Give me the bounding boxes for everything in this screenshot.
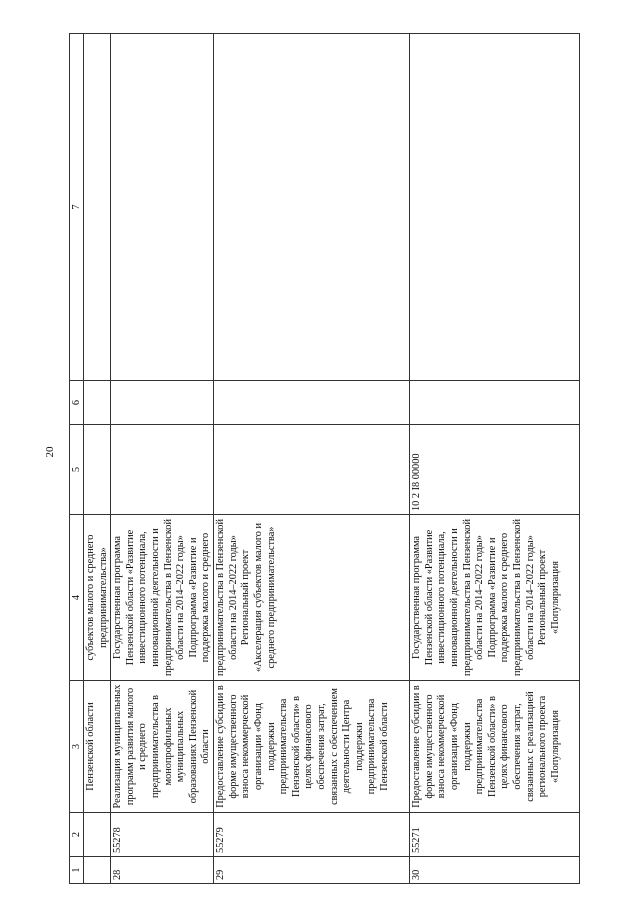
table-row <box>111 34 214 884</box>
row-code: 55278 <box>111 813 214 857</box>
header-col-4: 4 <box>70 515 84 681</box>
header-col-6: 6 <box>70 381 84 425</box>
program-line: Подпрограмма «Развитие и поддержка малого и среднего <box>187 532 212 663</box>
row-program <box>111 515 214 681</box>
row-name: Реализация муниципальных программ развития малого и среднего предпринимательства в монопрофильных муниципальных образованиях Пензенской области <box>111 681 214 813</box>
cont-col-4: субъектов малого и среднего предпринимательства» <box>84 515 111 681</box>
cont-col-3: Пензенской области <box>84 681 111 813</box>
row-number: 28 <box>111 857 214 884</box>
continuation-row <box>84 34 111 884</box>
program-line: Региональный проект «Популяризация <box>537 549 561 646</box>
header-col-7: 7 <box>70 34 84 381</box>
row-csr <box>111 425 214 515</box>
row-name: Предоставление субсидии в форме имущественного взноса некоммерческой организации «Фонд поддержки предпринимательства Пензенской области» в целях финансового обеспечения затрат, связанных с реализацией регионального проекта «Популяризация <box>410 681 580 813</box>
cont-col-1 <box>84 857 111 884</box>
table-row <box>410 34 580 884</box>
cont-col-7 <box>84 34 111 381</box>
header-row <box>70 34 84 884</box>
row-col-7 <box>410 34 580 381</box>
header-col-5: 5 <box>70 425 84 515</box>
program-line: предпринимательства в Пензенской области на 2014–2022 годы» <box>215 519 239 676</box>
row-col-7 <box>214 34 410 381</box>
row-col-6 <box>111 381 214 425</box>
page-number: 20 <box>44 446 56 458</box>
row-col-6 <box>214 381 410 425</box>
row-program <box>410 515 580 681</box>
row-number: 30 <box>410 857 580 884</box>
cont-col-2 <box>84 813 111 857</box>
row-csr: 10 2 I8 00000 <box>410 425 580 515</box>
table-row <box>214 34 410 884</box>
header-col-1: 1 <box>70 857 84 884</box>
program-line: Государственная программа Пензенской области «Развитие инвестиционного потенциала, инновационной деятельности и предпринимательства в Пензенской области на 2014–2022 годы» <box>112 519 187 676</box>
budget-table <box>69 33 580 884</box>
row-code: 55279 <box>214 813 410 857</box>
program-line: Региональный проект «Акселерация субъектов малого и среднего предпринимательства» <box>240 522 277 673</box>
row-col-7 <box>111 34 214 381</box>
cont-col-5 <box>84 425 111 515</box>
header-col-3: 3 <box>70 681 84 813</box>
row-program <box>214 515 410 681</box>
header-col-2: 2 <box>70 813 84 857</box>
program-line: Подпрограмма «Развитие и поддержка малого и среднего предпринимательства в Пензенской области на 2014–2022 годы» <box>486 519 536 676</box>
row-code: 55271 <box>410 813 580 857</box>
row-name: Предоставление субсидии в форме имущественного взноса некоммерческой организации «Фонд поддержки предпринимательства Пензенской области» в целях финансового обеспечения затрат, связанных с обеспечением деятельности Центра поддержки предпринимательства Пензенской области <box>214 681 410 813</box>
cont-col-6 <box>84 381 111 425</box>
row-number: 29 <box>214 857 410 884</box>
rotated-table-container <box>69 34 573 884</box>
row-col-6 <box>410 381 580 425</box>
program-line: Государственная программа Пензенской области «Развитие инвестиционного потенциала, инновационной деятельности и предпринимательства в Пензенской области на 2014–2022 годы» <box>411 519 486 676</box>
row-csr <box>214 425 410 515</box>
